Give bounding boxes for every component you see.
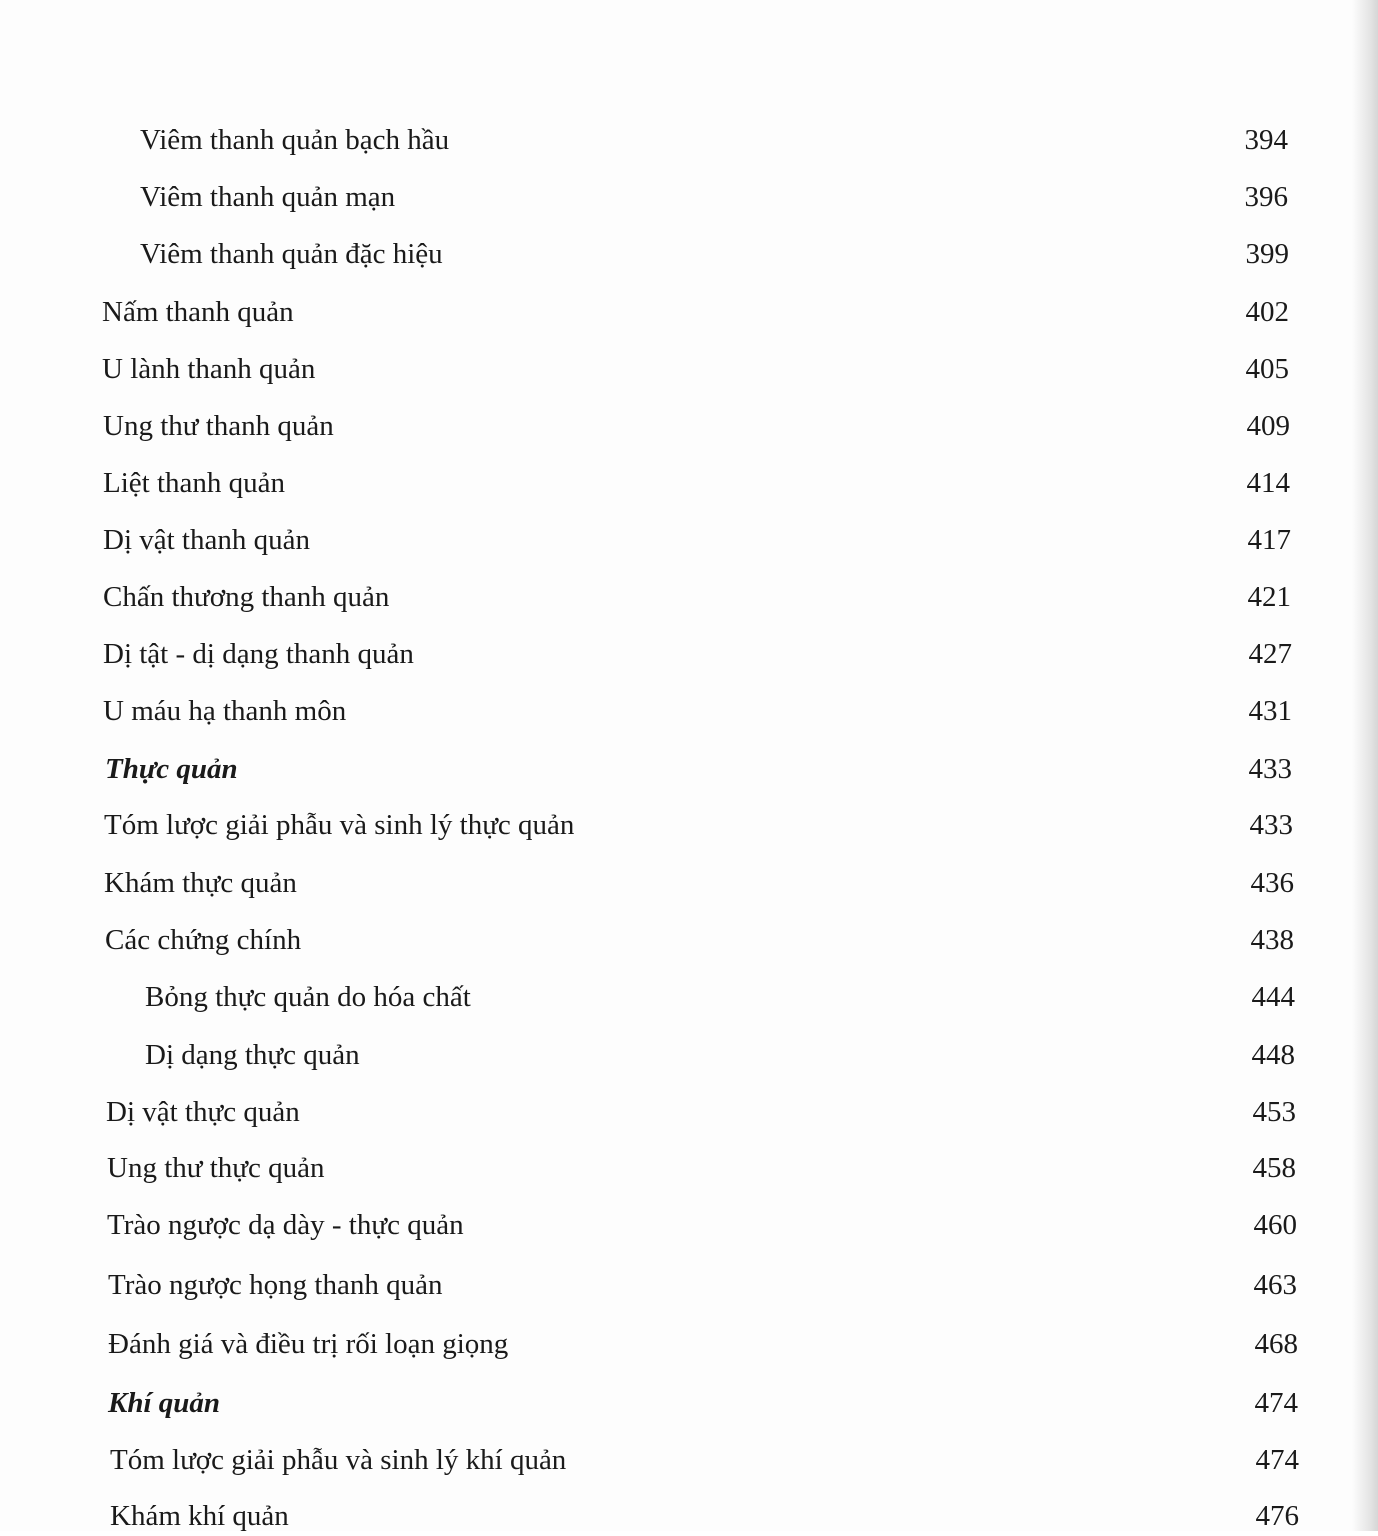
toc-page-number: 433: [1248, 753, 1292, 785]
toc-entry-row: [0, 920, 1378, 960]
toc-entry-row: [0, 520, 1378, 560]
toc-entry-row: [0, 805, 1378, 845]
toc-entry-title: Trào ngược họng thanh quản: [108, 1269, 443, 1301]
toc-entry-row: [0, 349, 1378, 389]
toc-section-row: [0, 1383, 1378, 1423]
toc-entry-row: [0, 234, 1378, 274]
toc-entry-title: Ung thư thực quản: [107, 1152, 325, 1184]
toc-entry-row: [0, 1035, 1378, 1075]
toc-page-number: 414: [1246, 467, 1290, 499]
toc-entry-title: Bỏng thực quản do hóa chất: [145, 981, 471, 1013]
toc-page-number: 436: [1250, 867, 1294, 899]
toc-page-number: 453: [1252, 1096, 1296, 1128]
toc-entry-row: [0, 863, 1378, 903]
toc-page-number: 468: [1254, 1328, 1298, 1360]
toc-entry-row: [0, 691, 1378, 731]
toc-entry-row: [0, 634, 1378, 674]
toc-entry-row: [0, 292, 1378, 332]
toc-entry-title: U máu hạ thanh môn: [103, 695, 347, 727]
toc-entry-row: [0, 1265, 1378, 1305]
toc-page-number: 474: [1255, 1444, 1299, 1476]
toc-section-title: Thực quản: [105, 753, 238, 785]
toc-entry-title: Viêm thanh quản bạch hầu: [140, 124, 450, 156]
toc-entry-row: [0, 1440, 1378, 1480]
toc-entry-row: [0, 406, 1378, 446]
toc-page-number: 460: [1253, 1209, 1297, 1241]
toc-entry-title: Dị vật thực quản: [106, 1096, 300, 1128]
toc-entry-row: [0, 177, 1378, 217]
toc-entry-title: Liệt thanh quản: [103, 467, 286, 499]
toc-entry-title: Các chứng chính: [105, 924, 302, 956]
toc-page-number: 458: [1252, 1152, 1296, 1184]
toc-entry-row: [0, 463, 1378, 503]
toc-entry-title: Viêm thanh quản mạn: [140, 181, 396, 213]
toc-entry-title: Khám thực quản: [104, 867, 297, 899]
toc-page-number: 396: [1244, 181, 1288, 213]
toc-entry-title: Khám khí quản: [110, 1500, 289, 1532]
toc-entry-title: Đánh giá và điều trị rối loạn giọng: [108, 1328, 509, 1360]
toc-entry-row: [0, 1092, 1378, 1132]
toc-entry-row: [0, 1205, 1378, 1245]
toc-entry-row: [0, 1148, 1378, 1188]
toc-entry-row: [0, 120, 1378, 160]
toc-entry-row: [0, 577, 1378, 617]
toc-entry-title: Viêm thanh quản đặc hiệu: [140, 238, 443, 270]
toc-section-title: Khí quản: [108, 1387, 221, 1419]
toc-page-number: 433: [1249, 809, 1293, 841]
toc-page-number: 405: [1245, 353, 1289, 385]
toc-page-number: 444: [1251, 981, 1295, 1013]
toc-entry-row: [0, 1496, 1378, 1536]
toc-entry-title: Tóm lược giải phẫu và sinh lý thực quản: [104, 809, 575, 841]
page-edge-shadow: [1352, 0, 1378, 1531]
toc-page-number: 476: [1255, 1500, 1299, 1532]
toc-page-number: 394: [1244, 124, 1288, 156]
toc-entry-title: Nấm thanh quản: [102, 296, 294, 328]
toc-page-number: 463: [1253, 1269, 1297, 1301]
toc-entry-row: [0, 977, 1378, 1017]
toc-page-number: 448: [1251, 1039, 1295, 1071]
toc-entry-row: [0, 1324, 1378, 1364]
toc-page-number: 399: [1245, 238, 1289, 270]
toc-page-number: 402: [1245, 296, 1289, 328]
toc-entry-title: U lành thanh quản: [102, 353, 316, 385]
toc-entry-title: Dị vật thanh quản: [103, 524, 310, 556]
toc-entry-title: Dị tật - dị dạng thanh quản: [103, 638, 414, 670]
toc-page-number: 427: [1248, 638, 1292, 670]
toc-page-number: 474: [1254, 1387, 1298, 1419]
toc-entry-title: Chấn thương thanh quản: [103, 581, 390, 613]
toc-entry-title: Tóm lược giải phẫu và sinh lý khí quản: [110, 1444, 567, 1476]
toc-page-number: 438: [1250, 924, 1294, 956]
toc-entry-title: Ung thư thanh quản: [103, 410, 334, 442]
toc-section-row: [0, 749, 1378, 789]
toc-entry-title: Trào ngược dạ dày - thực quản: [107, 1209, 464, 1241]
toc-page-number: 421: [1247, 581, 1291, 613]
toc-entry-title: Dị dạng thực quản: [145, 1039, 360, 1071]
toc-page-number: 409: [1246, 410, 1290, 442]
toc-page-number: 431: [1248, 695, 1292, 727]
toc-page-number: 417: [1247, 524, 1291, 556]
